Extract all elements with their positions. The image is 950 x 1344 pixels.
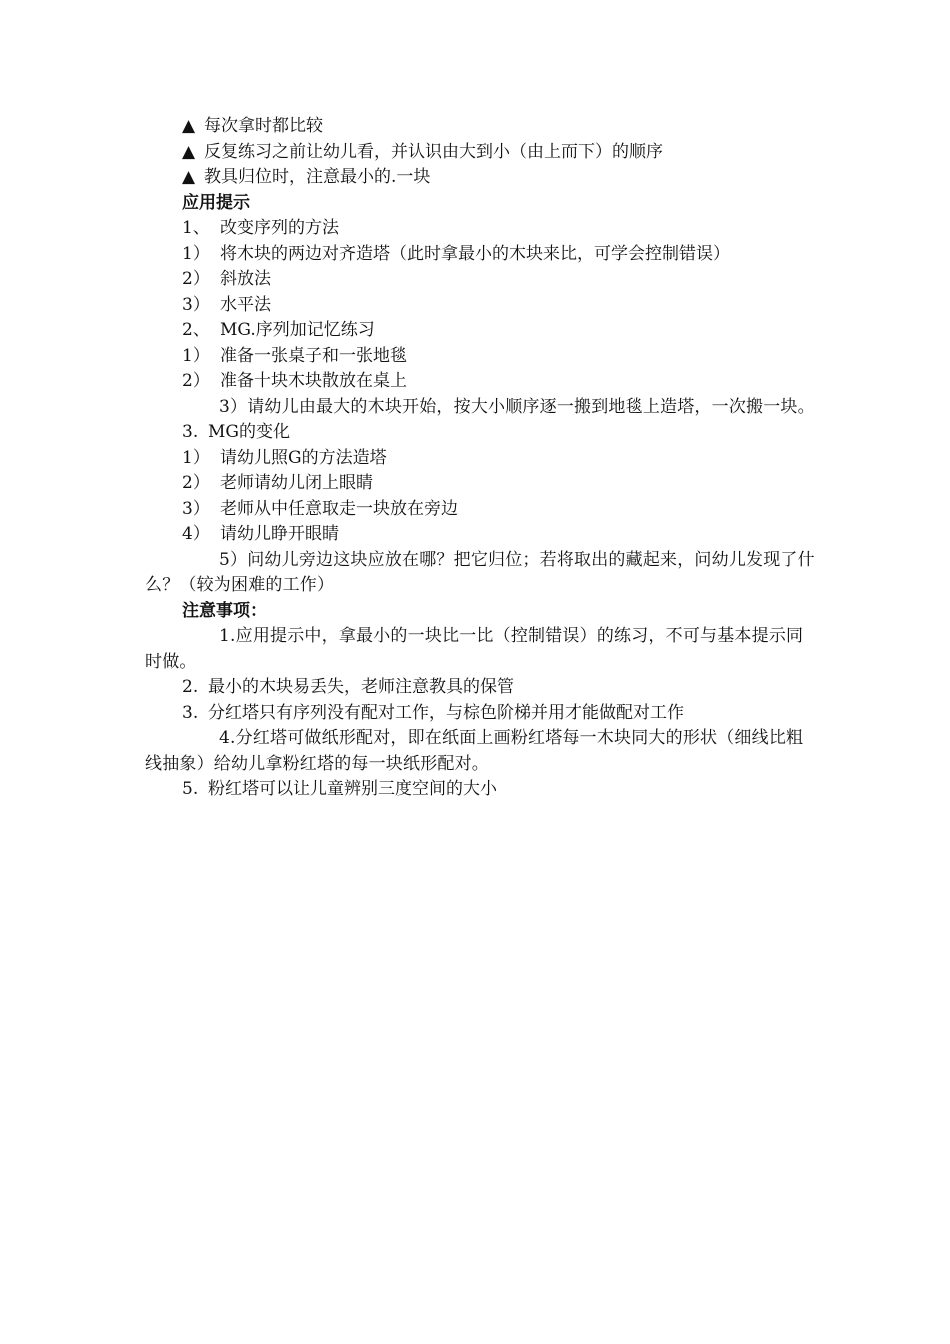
- item-text: 分红塔可做纸形配对，即在纸面上画粉红塔每一木块同大的形状（细线比粗线抽象）给幼儿拿粉红塔的每一块纸形配对。: [145, 728, 804, 774]
- item-number: 4）: [182, 524, 210, 544]
- item-number: 2、: [182, 320, 210, 340]
- list-item: [145, 420, 815, 446]
- item-number: 5.: [182, 779, 199, 799]
- section-heading-notes: 注意事项：: [182, 600, 267, 621]
- item-number: 3）: [182, 498, 210, 519]
- item-number: 1）: [182, 345, 210, 366]
- note-item: [145, 624, 815, 675]
- item-text: 水平法: [220, 294, 271, 315]
- sub-list-item: [145, 522, 815, 548]
- item-text: 问幼儿旁边这块应放在哪？把它归位；若将取出的藏起来，问幼儿发现了什么？（较为困难的工作）: [145, 549, 815, 595]
- item-number: 1.: [219, 626, 236, 646]
- sub-list-item: [145, 446, 815, 472]
- item-number: 3.: [182, 702, 199, 723]
- sub-list-item: [145, 242, 815, 268]
- item-number: 5）: [219, 549, 248, 570]
- item-number: 2）: [182, 269, 210, 289]
- item-text: 将木块的两边对齐造塔（此时拿最小的木块来比，可学会控制错误）: [220, 243, 730, 264]
- item-number: 2）: [182, 371, 210, 391]
- item-number: 4.: [219, 728, 236, 748]
- item-text: 应用提示中，拿最小的一块比一比（控制错误）的练习，不可与基本提示同时做。: [145, 626, 804, 672]
- item-number: 3.: [182, 422, 199, 442]
- item-text: 准备十块木块散放在桌上: [220, 371, 407, 391]
- document-page: [145, 114, 815, 803]
- bullet-text: 教具归位时，注意最小的.一块: [204, 167, 431, 187]
- list-item: [145, 318, 815, 344]
- item-text: 改变序列的方法: [220, 218, 339, 238]
- note-item: [145, 701, 815, 727]
- item-text: 准备一张桌子和一张地毯: [220, 345, 407, 366]
- item-number: 2.: [182, 677, 199, 697]
- sub-list-item: [145, 395, 815, 421]
- item-text: 分红塔只有序列没有配对工作，与棕色阶梯并用才能做配对工作: [208, 702, 684, 723]
- item-number: 3）: [219, 396, 248, 417]
- bullet-item: [145, 140, 815, 166]
- note-item: [145, 726, 815, 777]
- item-text: 请幼儿由最大的木块开始，按大小顺序逐一搬到地毯上造塔，一次搬一块。: [247, 396, 815, 417]
- item-text: 请幼儿照G的方法造塔: [220, 447, 387, 468]
- note-item: [145, 777, 815, 803]
- bullet-text: 每次拿时都比较: [204, 116, 323, 136]
- sub-list-item: [145, 369, 815, 395]
- item-text: 粉红塔可以让儿童辨别三度空间的大小: [208, 779, 497, 799]
- sub-list-item: [145, 344, 815, 370]
- sub-list-item: [145, 497, 815, 523]
- sub-list-item: [145, 471, 815, 497]
- item-text: 老师请幼儿闭上眼睛: [220, 473, 373, 493]
- item-number: 1）: [182, 447, 210, 468]
- item-text: 老师从中任意取走一块放在旁边: [220, 498, 458, 519]
- item-number: 1）: [182, 243, 210, 264]
- item-text: 斜放法: [220, 269, 271, 289]
- item-text: MG的变化: [208, 422, 290, 442]
- item-number: 1、: [182, 218, 210, 238]
- section-heading-application: 应用提示: [182, 192, 250, 213]
- item-number: 3）: [182, 294, 210, 315]
- bullet-text: 反复练习之前让幼儿看，并认识由大到小（由上而下）的顺序: [204, 141, 663, 162]
- sub-list-item: [145, 267, 815, 293]
- triangle-bullet-icon: ▲: [182, 141, 196, 162]
- triangle-bullet-icon: ▲: [182, 116, 196, 136]
- item-text: 请幼儿睁开眼睛: [220, 524, 339, 544]
- item-number: 2）: [182, 473, 210, 493]
- sub-list-item: [145, 293, 815, 319]
- item-text: MG.序列加记忆练习: [220, 320, 375, 340]
- bullet-item: [145, 114, 815, 140]
- item-text: 最小的木块易丢失，老师注意教具的保管: [208, 677, 514, 697]
- sub-list-item: [145, 548, 815, 599]
- list-item: [145, 216, 815, 242]
- triangle-bullet-icon: ▲: [182, 167, 196, 187]
- note-item: [145, 675, 815, 701]
- bullet-item: [145, 165, 815, 191]
